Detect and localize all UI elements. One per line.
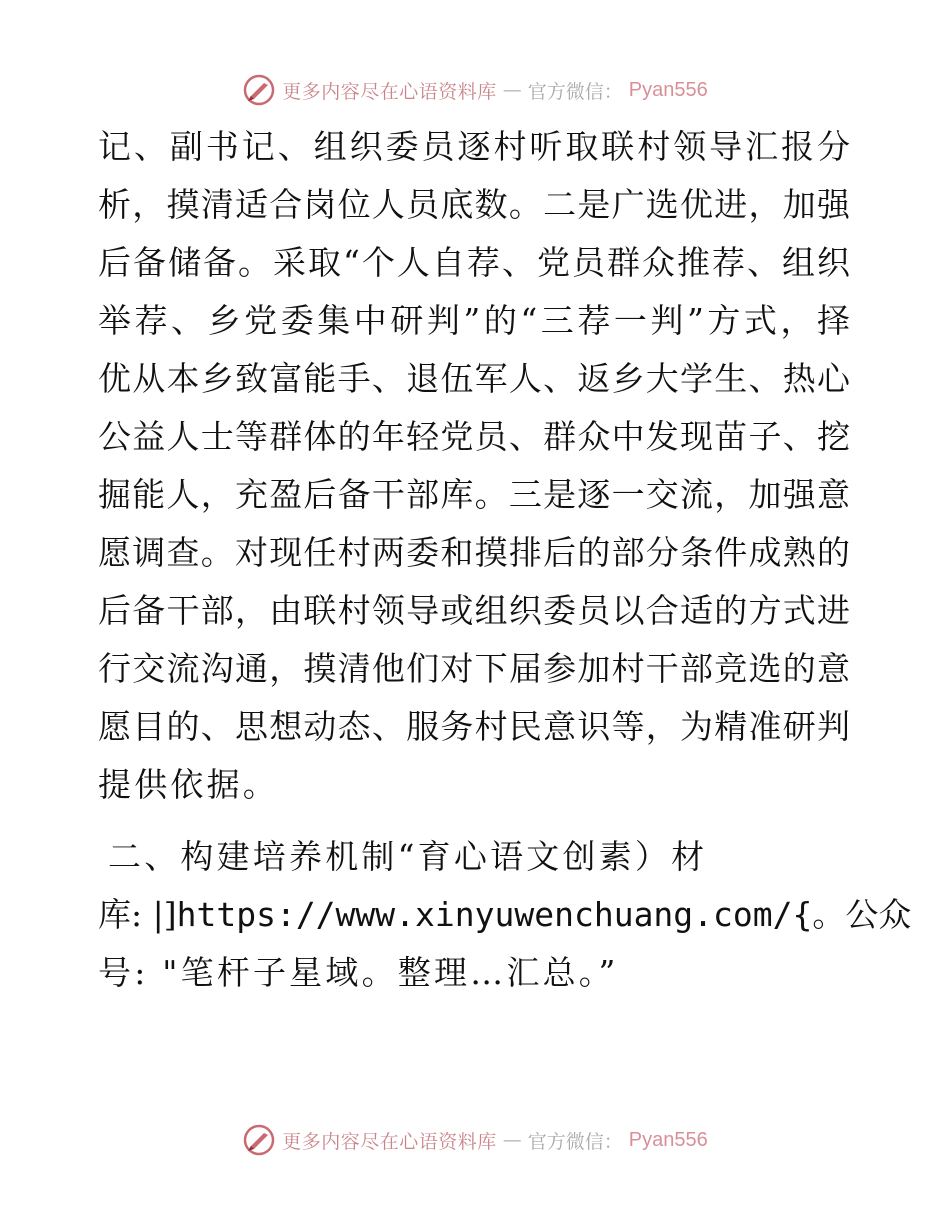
watermark-wechat-id: Pyan556: [628, 1128, 708, 1151]
section-heading: 二、构建培养机制“育心语文创素）材: [108, 837, 708, 876]
watermark-wechat-id: Pyan556: [628, 78, 708, 101]
paragraph-line: 析，摸清适合岗位人员底数。二是广选优进，加强: [98, 185, 850, 224]
document-body: [98, 118, 912, 1002]
paragraph-line-last: 提供依据。: [98, 765, 279, 804]
url-line: [98, 886, 912, 944]
public-account-line: 号: "笔杆子星域。整理…汇总。”: [98, 953, 619, 992]
watermark-wechat-label: 官方微信：: [527, 80, 623, 103]
watermark-site-text: 更多内容尽在心语资料库: [282, 80, 497, 103]
paragraph-line: 公益人士等群体的年轻党员、群众中发现苗子、挖: [98, 417, 850, 456]
watermark-separator: —: [502, 1129, 522, 1151]
paragraph-line: 后备储备。采取“个人自荐、党员群众推荐、组织: [98, 243, 850, 282]
paragraph-line: 记、副书记、组织委员逐村听取联村领导汇报分: [98, 127, 850, 166]
paragraph-line: 后备干部，由联村领导或组织委员以合适的方式进: [98, 591, 850, 630]
paragraph-line: 举荐、乡党委集中研判”的“三荐一判”方式，择: [98, 301, 850, 340]
paragraph-line: 愿目的、思想动态、服务村民意识等，为精准研判: [98, 707, 850, 746]
header-watermark: [0, 70, 950, 110]
paragraph-line: 行交流沟通，摸清他们对下届参加村干部竞选的意: [98, 649, 850, 688]
footer-watermark: [0, 1120, 950, 1160]
paragraph-line: 优从本乡致富能手、退伍军人、返乡大学生、热心: [98, 359, 850, 398]
brush-logo-icon: [242, 1123, 276, 1157]
watermark-site-text: 更多内容尽在心语资料库: [282, 1130, 497, 1153]
paragraph-line: 掘能人，充盈后备干部库。三是逐一交流，加强意: [98, 475, 850, 514]
url-line-suffix: 。公众: [812, 895, 912, 934]
source-url-link[interactable]: https://www.xinyuwenchuang.com/{: [176, 895, 813, 934]
brush-logo-icon: [242, 73, 276, 107]
paragraph-line: 愿调查。对现任村两委和摸排后的部分条件成熟的: [98, 533, 850, 572]
watermark-wechat-label: 官方微信：: [527, 1130, 623, 1153]
watermark-separator: —: [502, 79, 522, 101]
url-line-prefix: 库: |]: [98, 895, 177, 934]
